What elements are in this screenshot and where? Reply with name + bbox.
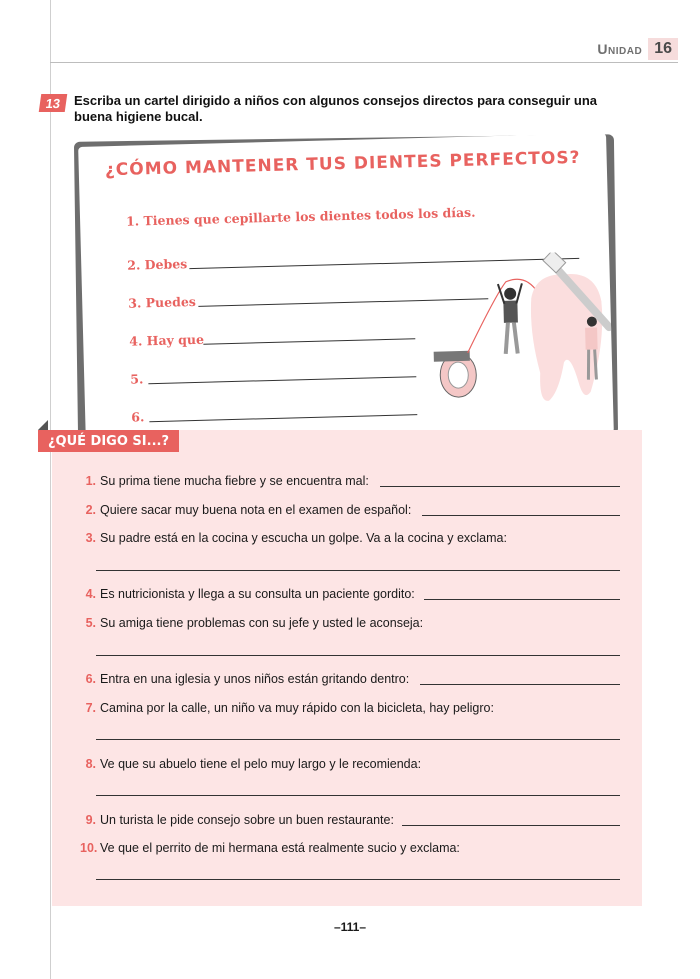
question-9 [80, 813, 394, 827]
question-2 [80, 503, 411, 517]
margin-line [50, 0, 51, 979]
question-text: Ve que su abuelo tiene el pelo muy largo y le recomienda: [100, 757, 422, 771]
answer-line[interactable] [96, 739, 620, 740]
question-text: Ve que el perrito de mi hermana está realmente sucio y exclama: [100, 841, 460, 855]
question-5 [80, 616, 423, 630]
header-rule [50, 62, 678, 63]
question-4 [80, 587, 415, 601]
answer-line[interactable] [422, 515, 620, 516]
question-text: Un turista le pide consejo sobre un buen restaurante: [100, 813, 394, 827]
question-number: 1. [85, 474, 96, 488]
unit-header [597, 38, 678, 60]
question-number: 8. [85, 757, 96, 771]
answer-line[interactable] [96, 570, 620, 571]
poster [78, 133, 614, 447]
question-number: 5. [85, 616, 96, 630]
answer-line[interactable] [420, 684, 620, 685]
page-number: –111– [333, 920, 367, 934]
answer-line[interactable] [96, 655, 620, 656]
question-text: Su amiga tiene problemas con su jefe y usted le aconseja: [100, 616, 424, 630]
question-text: Quiere sacar muy buena nota en el examen de español: [100, 503, 412, 517]
answer-line[interactable] [380, 486, 620, 487]
poster-tip-1: 1. Tienes que cepillarte los dientes todos los días. [125, 204, 476, 229]
answer-line[interactable] [203, 338, 415, 345]
unit-number: 16 [648, 38, 678, 60]
question-1 [80, 474, 369, 488]
question-3 [80, 531, 507, 545]
poster-tip-2: 2. Debes [127, 256, 188, 273]
question-text: Su padre está en la cocina y escucha un golpe. Va a la cocina y exclama: [100, 531, 507, 545]
que-digo-si-panel [52, 430, 642, 906]
question-number: 3. [85, 531, 96, 545]
question-7 [80, 701, 494, 715]
poster-tip-6: 6. [131, 409, 145, 425]
poster-title: ¿CÓMO MANTENER TUS DIENTES PERFECTOS? [104, 147, 581, 181]
poster-tip-4: 4. Hay que [129, 331, 205, 349]
question-8 [80, 757, 421, 771]
question-number: 2. [85, 503, 96, 517]
answer-line[interactable] [148, 376, 416, 384]
question-number: 6. [85, 672, 96, 686]
poster-tip-5: 5. [130, 371, 144, 387]
answer-line[interactable] [96, 795, 620, 796]
exercise-number-badge: 13 [39, 94, 68, 112]
answer-line[interactable] [424, 599, 620, 600]
question-number: 9. [85, 813, 96, 827]
answer-line[interactable] [149, 414, 417, 422]
question-text: Entra en una iglesia y unos niños están gritando dentro: [100, 672, 410, 686]
question-10 [80, 841, 460, 855]
exercise-instruction: Escriba un cartel dirigido a niños con algunos consejos directos para conseguir una buena higiene bucal. [74, 93, 598, 124]
poster-tip-3: 3. Puedes [128, 293, 197, 311]
question-6 [80, 672, 409, 686]
tab-corner [38, 420, 48, 430]
question-text: Su prima tiene mucha fiebre y se encuentra mal: [100, 474, 369, 488]
unit-label: Unidad [597, 41, 643, 57]
question-text: Camina por la calle, un niño va muy rápido con la bicicleta, hay peligro: [100, 701, 494, 715]
question-number: 10. [80, 841, 98, 855]
dental-hygiene-illustration [425, 251, 614, 406]
answer-line[interactable] [402, 825, 620, 826]
question-text: Es nutricionista y llega a su consulta un paciente gordito: [100, 587, 415, 601]
answer-line[interactable] [96, 879, 620, 880]
question-number: 4. [85, 587, 96, 601]
que-digo-si-title: ¿QUÉ DIGO SI...? [38, 430, 179, 452]
question-number: 7. [85, 701, 96, 715]
